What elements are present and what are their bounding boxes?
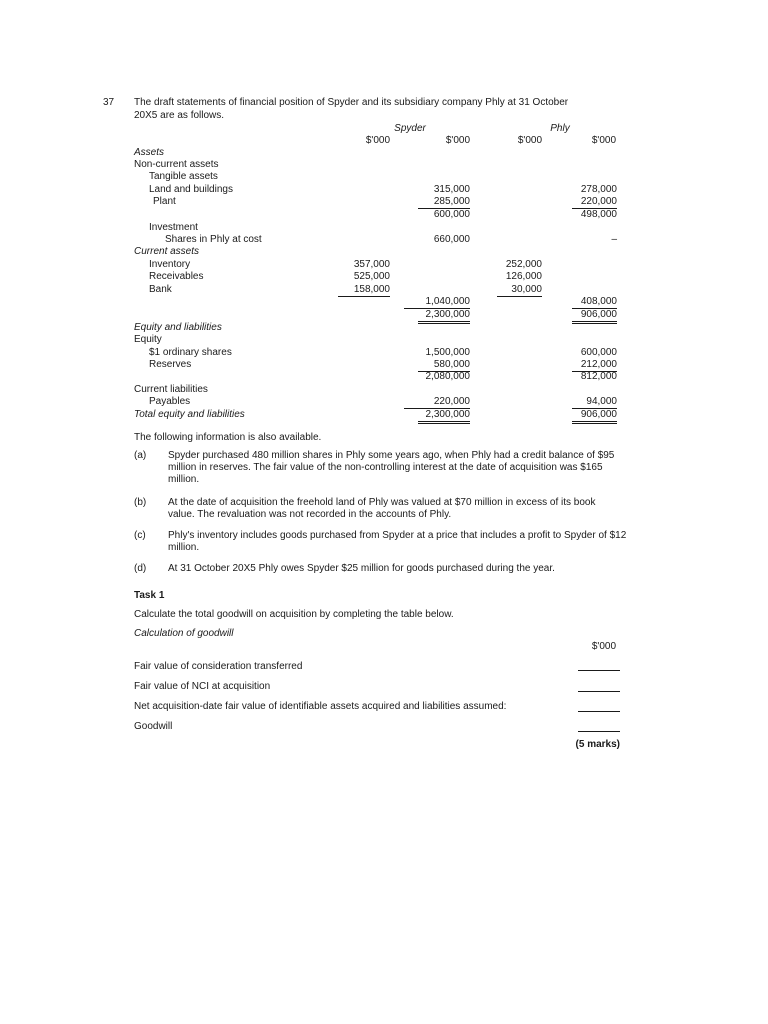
inventory-label: Inventory	[149, 259, 191, 270]
current-total-phly: 408,000	[572, 296, 617, 309]
question-intro-line1: The draft statements of financial position of Spyder and its subsidiary company Phly at 31 October	[134, 97, 569, 108]
info-letter-b: (b)	[134, 497, 147, 508]
col-header: $'000	[517, 135, 542, 146]
calc-row-goodwill: Goodwill	[134, 721, 173, 732]
info-item-c: Phly's inventory includes goods purchased from Spyder at a price that includes a profit to Spyder of $12 million.	[168, 530, 627, 553]
tangible-heading: Tangible assets	[149, 171, 218, 182]
company-spyder-heading: Spyder	[394, 123, 426, 134]
col-header: $'000	[591, 135, 616, 146]
receivables-spyder: 525,000	[353, 271, 390, 282]
answer-blank-consideration[interactable]	[578, 670, 620, 671]
receivables-phly: 126,000	[505, 271, 542, 282]
reserves-phly: 212,000	[572, 359, 617, 372]
marks: (5 marks)	[575, 739, 620, 750]
equity-heading: Equity	[134, 334, 162, 345]
total-assets-spyder: 2,300,000	[418, 309, 470, 324]
total-assets-phly: 906,000	[572, 309, 617, 324]
payables-label: Payables	[149, 396, 191, 407]
calc-row-consideration: Fair value of consideration transferred	[134, 661, 303, 672]
calculation-heading: Calculation of goodwill	[134, 628, 234, 639]
company-phly-heading: Phly	[550, 123, 570, 134]
equity-total-spyder: 2,080,000	[425, 371, 470, 382]
shares-in-phly-phly: –	[611, 234, 617, 245]
question-intro-line2: 20X5 are as follows.	[134, 110, 225, 121]
receivables-label: Receivables	[149, 271, 204, 282]
plant-phly: 220,000	[572, 196, 617, 209]
investment-heading: Investment	[149, 222, 198, 233]
question-number: 37	[103, 97, 115, 108]
land-spyder: 315,000	[433, 184, 470, 195]
inventory-spyder: 357,000	[353, 259, 390, 270]
total-equity-liabilities-spyder: 2,300,000	[418, 409, 470, 424]
tangible-total-phly: 498,000	[580, 209, 617, 220]
plant-label: Plant	[153, 196, 176, 207]
ordinary-shares-phly: 600,000	[580, 347, 617, 358]
bank-phly: 30,000	[497, 284, 542, 297]
equity-total-phly: 812,000	[580, 371, 617, 382]
total-equity-liabilities-label: Total equity and liabilities	[134, 409, 245, 420]
info-item-a: Spyder purchased 480 million shares in Phly some years ago, when Phly had a credit balance of $95 million in reserves. The fair value of the non-controlling interest at the date of acquisition was $165 million.	[168, 450, 615, 485]
current-assets-heading: Current assets	[134, 246, 200, 257]
answer-blank-net-assets[interactable]	[578, 711, 620, 712]
plant-spyder: 285,000	[418, 196, 470, 209]
noncurrent-heading: Non-current assets	[134, 159, 219, 170]
equity-liabilities-heading: Equity and liabilities	[134, 322, 222, 333]
land-phly: 278,000	[580, 184, 617, 195]
current-total-spyder: 1,040,000	[404, 296, 470, 309]
info-letter-a: (a)	[134, 450, 147, 461]
shares-in-phly-label: Shares in Phly at cost	[165, 234, 262, 245]
total-equity-liabilities-phly: 906,000	[572, 409, 617, 424]
inventory-phly: 252,000	[505, 259, 542, 270]
shares-in-phly-spyder: 660,000	[433, 234, 470, 245]
reserves-spyder: 580,000	[418, 359, 470, 372]
bank-label: Bank	[149, 284, 172, 295]
task-title: Task 1	[134, 590, 165, 601]
col-header: $'000	[445, 135, 470, 146]
tangible-total-spyder: 600,000	[433, 209, 470, 220]
payables-spyder: 220,000	[404, 396, 470, 409]
calculation-col-header: $'000	[591, 641, 616, 652]
info-letter-c: (c)	[134, 530, 146, 541]
payables-phly: 94,000	[572, 396, 617, 409]
info-item-d: At 31 October 20X5 Phly owes Spyder $25 million for goods purchased during the year.	[168, 563, 555, 574]
answer-blank-goodwill[interactable]	[578, 731, 620, 732]
col-header: $'000	[365, 135, 390, 146]
bank-spyder: 158,000	[338, 284, 390, 297]
calc-row-nci: Fair value of NCI at acquisition	[134, 681, 271, 692]
info-letter-d: (d)	[134, 563, 147, 574]
ordinary-shares-label: $1 ordinary shares	[149, 347, 232, 358]
answer-blank-nci[interactable]	[578, 691, 620, 692]
reserves-label: Reserves	[149, 359, 192, 370]
calc-row-net-assets: Net acquisition-date fair value of identifiable assets acquired and liabilities assumed:	[134, 701, 507, 712]
task-instruction: Calculate the total goodwill on acquisition by completing the table below.	[134, 609, 454, 620]
info-intro: The following information is also available.	[134, 432, 322, 443]
info-item-b: At the date of acquisition the freehold land of Phly was valued at $70 million in excess of its book value. The revaluation was not recorded in the accounts of Phly.	[168, 497, 596, 520]
land-label: Land and buildings	[149, 184, 233, 195]
assets-heading: Assets	[134, 147, 165, 158]
current-liabilities-heading: Current liabilities	[134, 384, 208, 395]
ordinary-shares-spyder: 1,500,000	[425, 347, 470, 358]
